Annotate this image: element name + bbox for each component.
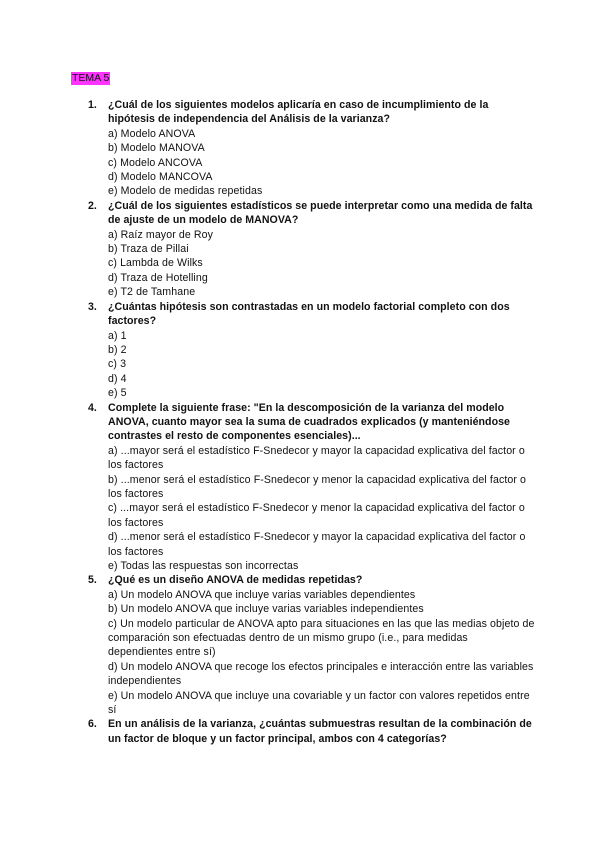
option: a) Modelo ANOVA bbox=[108, 127, 196, 140]
option: d) 4 bbox=[108, 372, 127, 385]
option-list bbox=[108, 444, 535, 574]
question-number: 6. bbox=[88, 718, 97, 731]
option: b) Traza de Pillai bbox=[108, 243, 189, 256]
question-number: 3. bbox=[88, 300, 97, 313]
question-text: ¿Cuál de los siguientes estadísticos se puede interpretar como una medida de falta de ajuste de un modelo de MANOVA? bbox=[108, 199, 533, 227]
option: a) Raíz mayor de Roy bbox=[108, 228, 214, 241]
option-list bbox=[108, 588, 535, 718]
option: c) Modelo ANCOVA bbox=[108, 156, 203, 169]
question-number: 1. bbox=[88, 99, 97, 111]
question-item bbox=[85, 98, 535, 199]
option: c) Lambda de Wilks bbox=[108, 257, 203, 270]
question-item bbox=[85, 199, 535, 300]
question-text: Complete la siguiente frase: "En la descomposición de la varianza del modelo ANOVA, cuanto mayor sea la suma de cuadrados explicados (y manteniéndose contrastes el resto de componentes esenciales)... bbox=[108, 401, 510, 443]
question-item bbox=[85, 717, 535, 746]
question-text: ¿Cuántas hipótesis son contrastadas en un modelo factorial completo con dos factores? bbox=[108, 300, 510, 328]
option: a) Un modelo ANOVA que incluye varias variables dependientes bbox=[108, 588, 416, 601]
option: b) 2 bbox=[108, 343, 127, 356]
option: d) Traza de Hotelling bbox=[108, 271, 208, 284]
option: e) 5 bbox=[108, 387, 127, 400]
question-item bbox=[85, 573, 535, 717]
option-list bbox=[108, 329, 535, 401]
option: d) Modelo MANCOVA bbox=[108, 171, 213, 184]
question-number: 2. bbox=[88, 199, 97, 212]
option: b) Un modelo ANOVA que incluye varias variables independientes bbox=[108, 603, 424, 616]
option: e) Todas las respuestas son incorrectas bbox=[108, 560, 299, 572]
option-list bbox=[108, 228, 535, 300]
option: a) ...mayor será el estadístico F-Snedecor y mayor la capacidad explicativa del factor o los factores bbox=[108, 444, 525, 472]
question-item bbox=[85, 401, 535, 574]
section-heading: TEMA 5 bbox=[72, 72, 110, 84]
option: e) Un modelo ANOVA que incluye una covariable y un factor con valores repetidos entre sí bbox=[108, 689, 530, 717]
option: e) T2 de Tamhane bbox=[108, 286, 196, 299]
option: d) ...menor será el estadístico F-Snedecor y mayor la capacidad explicativa del factor o los factores bbox=[108, 531, 526, 558]
question-text: ¿Cuál de los siguientes modelos aplicaría en caso de incumplimiento de la hipótesis de independencia del Análisis de la varianza? bbox=[108, 99, 489, 126]
option: c) ...mayor será el estadístico F-Snedecor y menor la capacidad explicativa del factor o los factores bbox=[108, 502, 525, 529]
question-number: 4. bbox=[88, 401, 97, 414]
question-item bbox=[85, 300, 535, 401]
question-text: ¿Qué es un diseño ANOVA de medidas repetidas? bbox=[108, 574, 363, 587]
option: e) Modelo de medidas repetidas bbox=[108, 185, 263, 198]
question-text: En un análisis de la varianza, ¿cuántas submuestras resultan de la combinación de un factor de bloque y un factor principal, ambos con 4 categorías? bbox=[108, 718, 532, 745]
option: c) Un modelo particular de ANOVA apto para situaciones en las que las medias objeto de comparación son efectuadas dentro de un mismo grupo (i.e., para medidas dependientes entre sí) bbox=[108, 617, 535, 659]
option: a) 1 bbox=[108, 329, 127, 342]
option: b) ...menor será el estadístico F-Snedecor y menor la capacidad explicativa del factor o los factores bbox=[108, 473, 527, 500]
option: c) 3 bbox=[108, 358, 127, 371]
question-number: 5. bbox=[88, 574, 97, 587]
question-list bbox=[85, 98, 535, 746]
option-list bbox=[108, 127, 535, 199]
option: d) Un modelo ANOVA que recoge los efectos principales e interacción entre las variables independientes bbox=[108, 660, 534, 688]
option: b) Modelo MANOVA bbox=[108, 142, 205, 155]
